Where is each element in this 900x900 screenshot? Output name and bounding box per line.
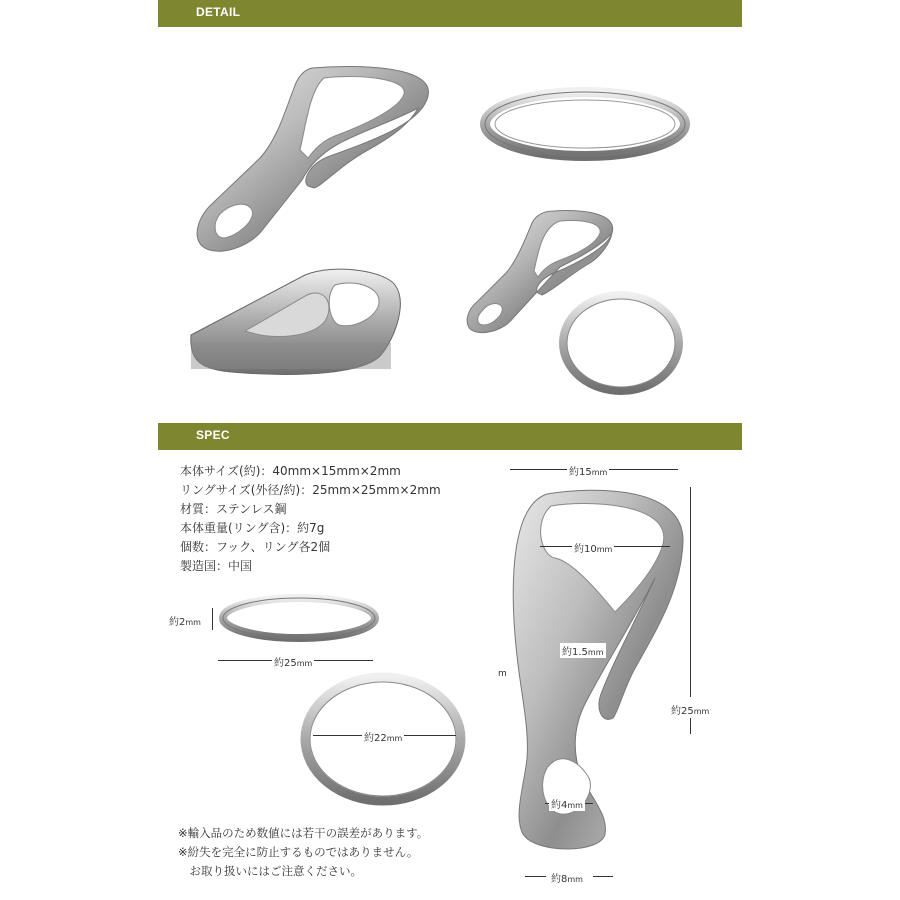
hook-inner-label: 約10mm: [572, 540, 614, 555]
spec-list: [180, 462, 441, 576]
hook-spec-large: [505, 482, 690, 854]
spec-body-size: 本体サイズ(約)：40mm×15mm×2mm: [180, 464, 401, 478]
ring-thickness-label: 約2mm: [169, 617, 201, 628]
hook-photo-large: [190, 60, 440, 260]
hook-bottom-line-right: [593, 876, 613, 877]
ring-photo-front: [556, 290, 686, 396]
hook-length-label: 約25mm: [671, 706, 710, 717]
hook-width-label: 約15mm: [567, 463, 609, 478]
note-loss: ※紛失を完全に防止するものではありません。: [178, 845, 419, 859]
hook-eye-label: 約4mm: [549, 796, 585, 811]
hook-photo-angle: [185, 265, 415, 380]
spec-quantity: 個数：フック、リング各2個: [180, 540, 331, 554]
hook-bottom-line-left: [525, 876, 546, 877]
detail-header-bar: [158, 0, 742, 27]
hook-length-line-top: [690, 487, 691, 697]
spec-origin: 製造国：中国: [180, 559, 253, 573]
spec-weight: 本体重量(リング含)：約7g: [180, 521, 325, 535]
hook-bottom-label: 約8mm: [551, 874, 583, 885]
note-tolerance: ※輸入品のため数値には若干の誤差があります。: [178, 826, 429, 840]
ring-width-label: 約25mm: [272, 654, 314, 669]
ring-photo-side: [480, 82, 690, 162]
detail-header-label: DETAIL: [196, 5, 241, 19]
note-care: お取り扱いにはご注意ください。: [178, 864, 362, 878]
stray-mark: m: [498, 669, 507, 679]
spec-header-label: SPEC: [196, 428, 230, 442]
ring-inner-label: 約22mm: [362, 729, 404, 744]
spec-header-bar: [158, 423, 742, 450]
spec-ring-size: リングサイズ(外径/約)：25mm×25mm×2mm: [180, 483, 441, 497]
hook-gap-label: 約1.5mm: [560, 643, 606, 658]
ring-spec-side: [218, 592, 380, 644]
hook-length-line-bottom: [690, 718, 691, 734]
ring-thickness-line: [212, 608, 213, 630]
spec-material: 材質：ステンレス鋼: [180, 502, 287, 516]
notes: [178, 824, 428, 881]
